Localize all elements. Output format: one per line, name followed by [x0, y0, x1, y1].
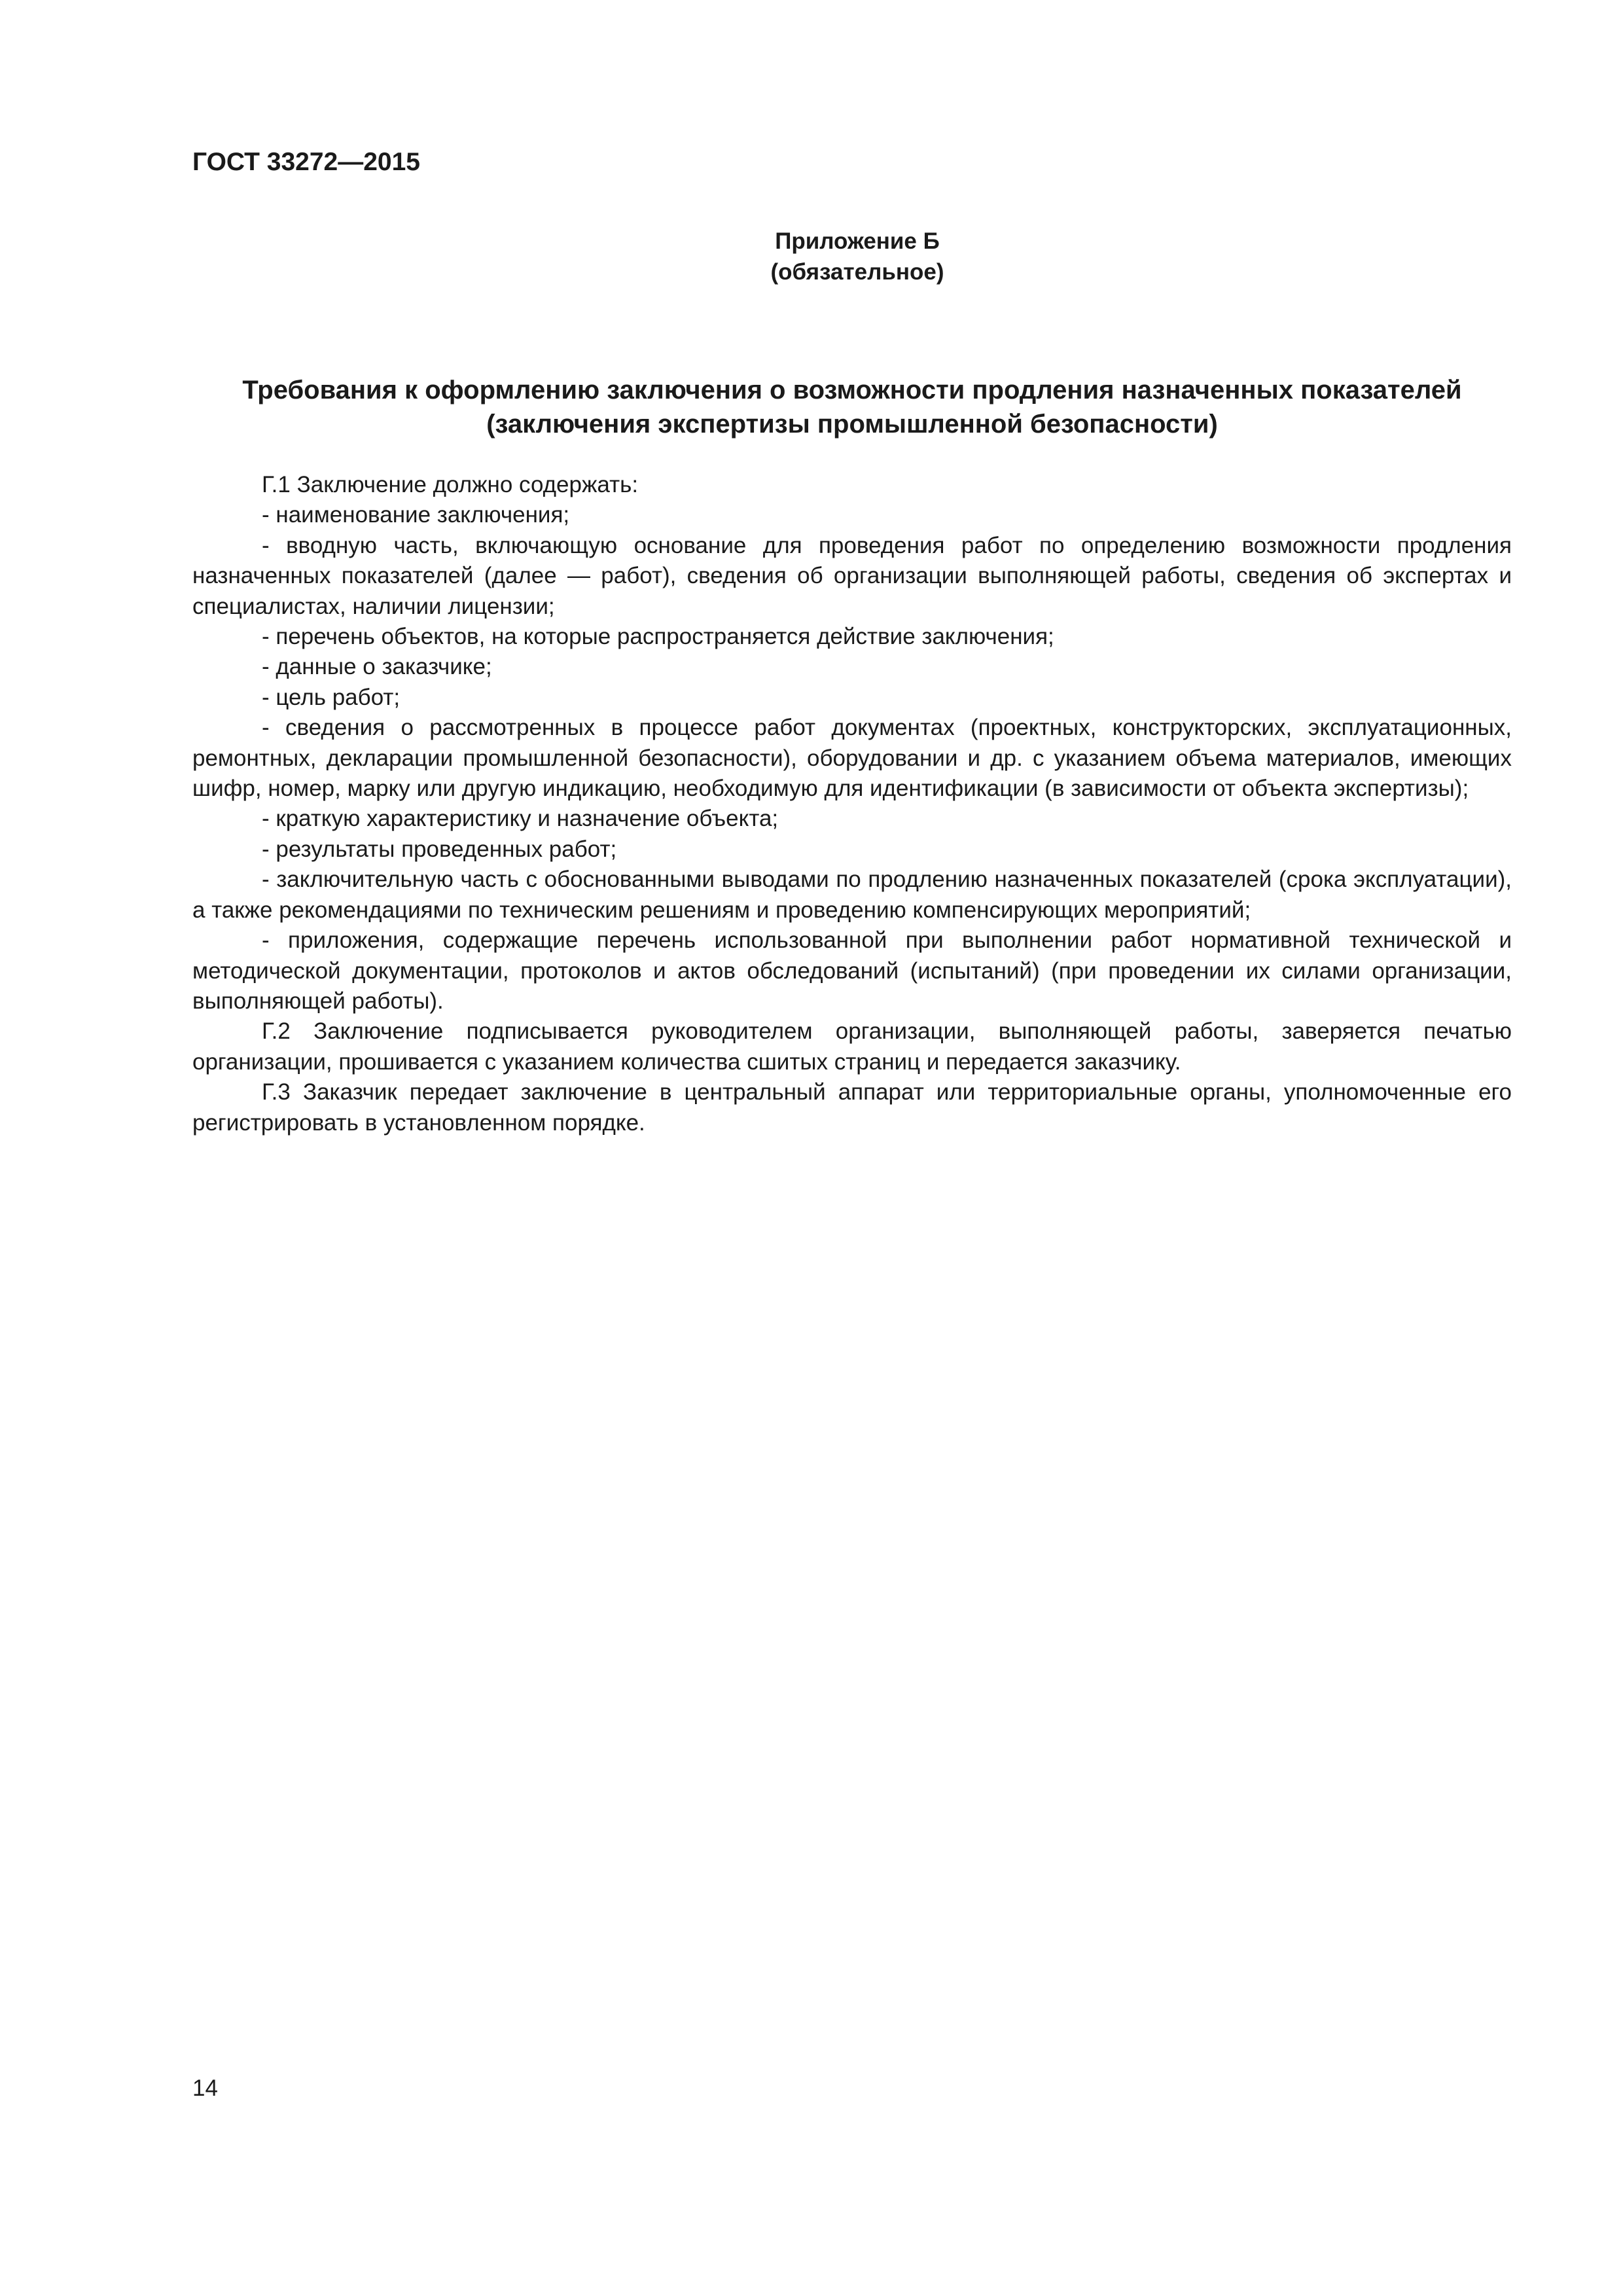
title-line-1: Требования к оформлению заключения о возможности продления назначенных показателей — [242, 376, 1462, 404]
page-number: 14 — [192, 2075, 218, 2101]
list-item: - цель работ; — [262, 684, 401, 710]
appendix-status: (обязательное) — [770, 259, 944, 285]
appendix-title — [192, 373, 1512, 441]
paragraph-g2: Г.2 Заключение подписывается руководителем организации, выполняющей работы, заверяется печатью организации, прошивается с указанием количества сшитых страниц и передается заказчику. — [192, 1018, 1512, 1075]
document-body — [192, 470, 1512, 1138]
list-item: - приложения, содержащие перечень использованной при выполнении работ нормативной технической и методической документации, протоколов и актов обследований (испытаний) (при проведении их силами организации, выполняющей работы). — [192, 927, 1512, 1014]
appendix-heading — [0, 226, 1623, 287]
paragraph-g1-intro: Г.1 Заключение должно содержать: — [262, 472, 639, 497]
list-item: - краткую характеристику и назначение объекта; — [262, 806, 779, 832]
paragraph-g3: Г.3 Заказчик передает заключение в центральный аппарат или территориальные органы, уполномоченные его регистрировать в установленном порядке. — [192, 1079, 1512, 1136]
list-item: - сведения о рассмотренных в процессе работ документах (проектных, конструкторских, эксплуатационных, ремонтных, декларации промышленной безопасности), оборудовании и др. с указанием объема материалов, имеющих шифр, номер, марку или другую индикацию, необходимую для идентификации (в зависимости от объекта экспертизы); — [192, 715, 1512, 802]
list-item: - заключительную часть с обоснованными выводами по продлению назначенных показателей (срока эксплуатации), а также рекомендациями по техническим решениям и проведению компенсирующих мероприятий; — [192, 867, 1512, 923]
title-line-2: (заключения экспертизы промышленной безопасности) — [486, 410, 1218, 439]
list-item: - перечень объектов, на которые распространяется действие заключения; — [262, 624, 1054, 650]
document-header: ГОСТ 33272—2015 — [192, 148, 420, 176]
list-item: - результаты проведенных работ; — [262, 836, 617, 862]
list-item: - данные о заказчике; — [262, 654, 492, 680]
list-item: - наименование заключения; — [262, 502, 570, 528]
appendix-label: Приложение Б — [775, 228, 940, 254]
list-item: - вводную часть, включающую основание для проведения работ по определению возможности продления назначенных показателей (далее — работ), сведения об организации выполняющей работы, сведения об экспертах и специалистах, наличии лицензии; — [192, 532, 1512, 619]
